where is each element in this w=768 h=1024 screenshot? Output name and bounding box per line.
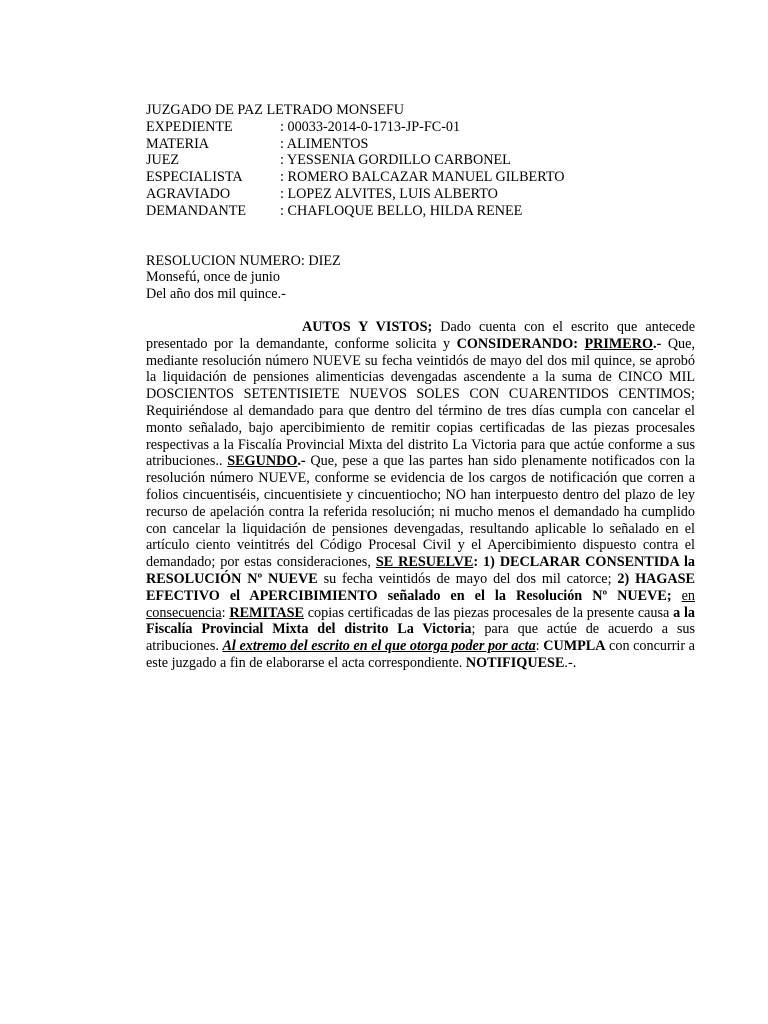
body-text: : (221, 604, 230, 621)
header-label: ESPECIALISTA (146, 169, 243, 186)
resolution-place-date: Monsefú, once de junio (146, 269, 280, 286)
fiscalia-name: a la Fiscalía Provincial Mixta del distrito La Victoria (146, 604, 695, 638)
resolve-item-1: : 1) DECLARAR CONSENTIDA la RESOLUCIÓN Nº NUEVE (146, 554, 695, 587)
body-text: su fecha veintidós de mayo del dos mil catorce; (317, 570, 618, 587)
body-text (672, 588, 682, 604)
al-extremo: Al extremo del escrito en el que otorga poder por acta (222, 638, 536, 655)
resolution-year: Del año dos mil quince.- (146, 286, 286, 303)
case-header (146, 119, 695, 220)
header-row-especialista (146, 169, 695, 186)
segundo-heading: SEGUNDO (227, 453, 298, 470)
header-value: : 00033-2014-0-1713-JP-FC-01 (280, 118, 461, 135)
body-text: con concurrir a este juzgado a fin de elaborarse el acta correspondiente. (146, 638, 695, 671)
primero-text: Que, mediante resolución número NUEVE su fecha veintidós de mayo del dos mil quince, se aprobó la liquidación de pensiones alimenticias devengadas ascendente a la suma de CINCO MIL DOSCIENTOS SETENTISIETE NUEVOS SOLES CON CUARENTIDOS CENTIMOS; Requiriéndose al demandado para que dentro del término de tres días cumpla con cancelar el monto señalado, bajo apercibimiento de remitir copias certificadas de las piezas procesales respectivas a la Fiscalía Provincial Mixta del distrito La Victoria para que actúe conforme a sus atribuciones.. (146, 335, 695, 470)
resolve-item-2: 2) HAGASE EFECTIVO el APERCIBIMIENTO señalado en el la Resolución Nº NUEVE; (146, 570, 695, 604)
body-text: ; para que actúe de acuerdo a sus atribuciones. (146, 621, 695, 655)
primero-heading: PRIMERO (584, 335, 654, 352)
header-value: : CHAFLOQUE BELLO, HILDA RENEE (280, 202, 523, 219)
header-label: AGRAVIADO (146, 185, 231, 202)
body-text: Dado cuenta con el escrito que antecede presentado por la demandante, conforme solicita y (146, 318, 695, 352)
document-page (146, 102, 695, 672)
header-row-agraviado (146, 186, 695, 203)
body-text: .-. (564, 654, 577, 671)
header-value: : YESSENIA GORDILLO CARBONEL (280, 152, 511, 169)
body-text: : (535, 638, 544, 655)
header-value: : ALIMENTOS (280, 135, 369, 152)
header-value: : ROMERO BALCAZAR MANUEL GILBERTO (280, 169, 565, 186)
considerando: CONSIDERANDO: (456, 335, 585, 352)
header-row-demandante (146, 203, 695, 220)
court-name: JUZGADO DE PAZ LETRADO MONSEFU (146, 102, 405, 118)
header-label: DEMANDANTE (146, 202, 247, 219)
header-label: JUEZ (146, 152, 180, 169)
header-row-juez (146, 152, 695, 169)
resolution-number: RESOLUCION NUMERO: DIEZ (146, 252, 341, 269)
header-row-materia (146, 136, 695, 153)
autos-y-vistos: AUTOS Y VISTOS; (302, 318, 433, 335)
body-text: copias certificadas de las piezas procesales de la presente causa (303, 604, 674, 621)
en-consecuencia: en consecuencia (146, 587, 695, 621)
header-label: MATERIA (146, 135, 210, 152)
cumpla: CUMPLA (543, 638, 606, 655)
segundo-text: Que, pese a que las partes han sido plenamente notificados con la resolución número NUEVE, conforme se evidencia de los cargos de notificación que corren a folios cincuentiséis, cincuentisiete y cincuentiocho; NO han interpuesto dentro del plazo de ley recurso de apelación contra la referida resolución; ni mucho menos el demandado ha cumplido con cancelar la liquidación de pensiones devengadas, resultando aplicable lo señalado en el artículo ciento veintitrés del Código Procesal Civil y el Apercibimiento dispuesto contra el demandado; por estas consideraciones, (146, 453, 695, 571)
se-resuelve: SE RESUELVE (375, 554, 474, 571)
header-value: : LOPEZ ALVITES, LUIS ALBERTO (280, 185, 498, 202)
resolution-body (146, 319, 695, 672)
header-label: EXPEDIENTE (146, 118, 233, 135)
body-text: .- (653, 335, 668, 352)
notifiquese: NOTIFIQUESE (465, 654, 565, 671)
body-text: .- (297, 453, 311, 470)
header-row-expediente (146, 119, 695, 136)
remitase: REMITASE (229, 604, 304, 621)
